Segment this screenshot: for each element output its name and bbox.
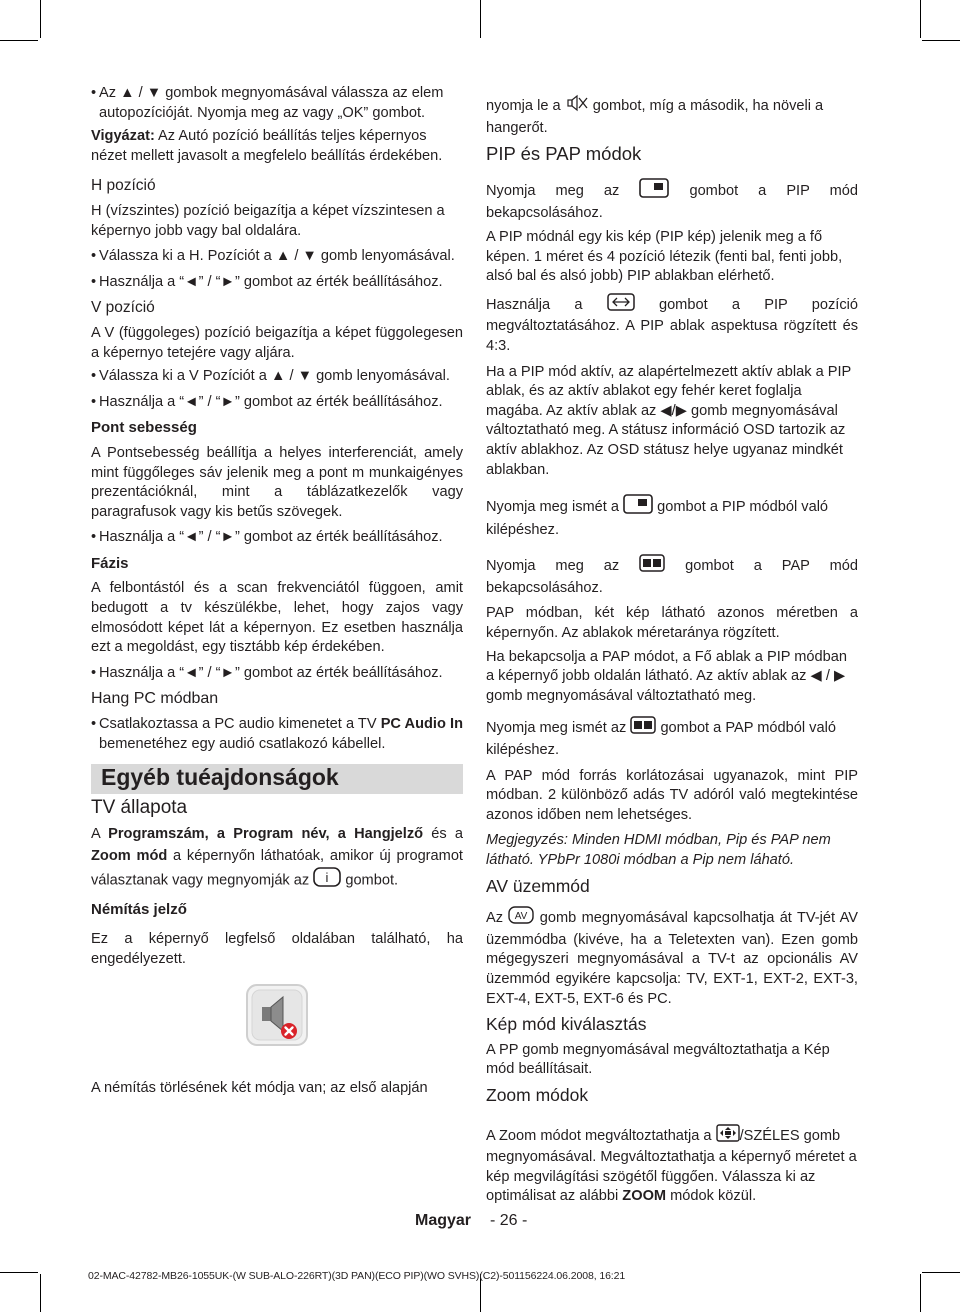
av-mode-heading: AV üzemmód	[486, 875, 590, 896]
pap-button-icon	[630, 716, 656, 741]
av-text-post: gomb megnyomásával kapcsolhatja át TV-jét AV üzemmódba (kivéve, ha a Teletexten van). Ezen gomb mégegyszeri megnyomásával a TV-t az opcionális AV üzemmód egyikére kapcsolja: TV, EXT-1, EXT-2, EXT-3, EXT-4, EXT-5, EXT-6 és PC.	[486, 910, 858, 1007]
print-metadata-date: 24.06.2008, 16:21	[542, 1270, 626, 1282]
tv-text-e: gombot.	[345, 872, 399, 889]
pip-position-post: gombot a PIP pozíció megváltoztatásához. A PIP ablak aspektusa rögzített és 4:3.	[486, 296, 858, 354]
nemitas-heading: Némítás jelző	[91, 901, 187, 919]
pap-exit-pre: Nyomja meg ismét az	[486, 720, 627, 737]
tv-text-bold2: Zoom mód	[91, 848, 168, 865]
pip-active-b: gomb megnyomásával változtatható meg. A státusz információ OSD tartozik az aktív ablakhoz. Az OSD státusz helye ugyanaz mindkét ablakban.	[486, 402, 846, 478]
pip-position-text	[486, 293, 858, 357]
tv-text-a: A	[91, 826, 109, 843]
pip-active-text: Ha a PIP mód aktív, az alapértelmezett aktív ablak a PIP ablak, és az aktív ablakot egy fehér keret foglalja magába. Az aktív ablak az ◀/▶ gomb megnyomásával változtatható meg. A státusz információ OSD tartozik az aktív ablakhoz. Az OSD státusz helye ugyanaz mindkét ablakban.	[486, 363, 852, 478]
bullet-dot: •	[91, 248, 97, 265]
crop-mark-top-center	[480, 0, 481, 38]
crop-mark-bottom-left-h	[0, 1272, 38, 1273]
print-metadata	[88, 1270, 625, 1282]
zoom-text-post: módok közül.	[670, 1188, 757, 1205]
info-icon-label: i	[325, 870, 329, 886]
pap-on-post: gombot a PAP mód bekapcsolásához.	[486, 558, 858, 596]
pip-button-icon	[623, 494, 653, 521]
zoom-button-icon	[716, 1124, 740, 1149]
info-button-icon	[313, 867, 341, 894]
fazis-bullet-adjust-text: Használja a “◄” / “►” gombot az érték beállításához.	[99, 664, 443, 681]
h-bullet-adjust	[91, 273, 463, 293]
pap-button-icon	[639, 554, 665, 579]
crop-mark-top-left-v	[40, 0, 41, 38]
pip-exit-pre: Nyomja meg ismét a	[486, 499, 620, 516]
v-bullet-select-text: Válassza ki a V Pozíciót a ▲ / ▼ gomb lenyomásával.	[99, 368, 450, 385]
h-position-text: H (vízszintes) pozíció beigazítja a képet vízszintesen a képernyo jobb vagy bal oldalára.	[91, 202, 445, 239]
pip-position-button-icon	[607, 293, 635, 318]
av-icon-label: AV	[515, 911, 528, 923]
pont-sebesseg-text: A Pontsebesség beállítja a helyes interferenciát, amely mint függőleges sáv jelenik meg a pont m munkaigényes prezentációknál, mint a táblázatkezelők vagy paragrafusok vagy kis betűs szövegek.	[91, 444, 463, 520]
pont-sebesseg-heading: Pont sebesség	[91, 419, 197, 437]
zoom-text-pre: A Zoom módot megváltoztathatja a	[486, 1127, 712, 1144]
tv-text-d: a képernyőn láthatóak, amikor új programot választanak vagy megnyomják az	[91, 848, 463, 889]
mute-text-post: gombot, míg a második, ha növeli a hangerőt.	[486, 98, 824, 136]
av-text-pre: Az	[486, 910, 504, 927]
bullet-dot: •	[91, 664, 97, 681]
pip-exit-post: gombot a PIP módból való kilépéshez.	[486, 499, 829, 538]
page-number: - 26 -	[490, 1212, 528, 1229]
pap-active-a: Ha bekapcsolja a PAP módot, a Fő ablak a PIP módban a képernyő jobb oldalán látható. Az aktív ablak az	[486, 648, 848, 685]
right-arrow-icon: ▶	[833, 668, 846, 685]
v-position-heading: V pozíció	[91, 299, 155, 317]
nemitas-last-line: A némítás törlésének két módja van; az első alapján	[91, 1080, 428, 1097]
pap-exit-post: gombot a PAP módból való kilépéshez.	[486, 720, 836, 759]
crop-mark-bottom-right-v	[920, 1274, 921, 1312]
tv-allapota-text	[91, 823, 463, 894]
hang-pc-bullet	[91, 715, 463, 754]
tv-allapota-heading: TV állapota	[91, 796, 188, 818]
pap-note-text: Megjegyzés: Minden HDMI módban, Pip és PAP nem látható. YPbPr 1080i módban a Pip nem láható.	[486, 832, 831, 868]
h-bullet-select	[91, 247, 463, 267]
hang-pc-text-bold: PC Audio In	[380, 716, 463, 733]
bullet-autoposition	[91, 84, 463, 123]
left-arrow-icon: ◀	[660, 402, 672, 419]
bullet-dot: •	[91, 368, 97, 385]
print-metadata-file: 02-MAC-42782-MB26-1055UK-(W SUB-ALO-226RT)(3D PAN)(ECO PIP)(WO SVHS)(C2)-5011562	[88, 1270, 543, 1282]
zoom-text-bold: ZOOM	[622, 1188, 667, 1205]
tv-text-c: és a	[423, 826, 463, 843]
bullet-dot: •	[91, 529, 97, 546]
mute-button-icon	[565, 94, 589, 119]
hang-pc-bullet-text	[99, 715, 463, 754]
warning-text: Az Autó pozíció beállítás teljes képernyos nézet mellett javasolt a megfelelo beállítás érdekében.	[91, 128, 443, 164]
fazis-heading: Fázis	[91, 554, 129, 572]
crop-mark-top-left-h	[0, 40, 38, 41]
v-position-text: A V (függoleges) pozíció beigazítja a képet függolegesen a képernyo tetejére vagy aljára.	[91, 324, 463, 361]
warning-label: Vigyázat:	[91, 128, 155, 145]
left-column	[91, 84, 463, 1099]
zoom-text-mid: /SZÉLES gomb megnyomásával. Megváltoztathatja a képernyő méretet a kép megvilágítási szögétől függően. Válassza ki az optimálisat az alábbi	[486, 1127, 857, 1205]
pip-on-post: gombot a PIP mód bekapcsolásához.	[486, 182, 859, 222]
h-bullet-select-text: Válassza ki a H. Pozíciót a ▲ / ▼ gomb lenyomásával.	[99, 248, 455, 265]
warning-paragraph	[91, 127, 463, 166]
av-mode-text	[486, 906, 858, 1009]
egyeb-section-heading: Egyéb tuéajdonságok	[91, 764, 463, 794]
page-footer-language: Magyar	[415, 1212, 472, 1229]
h-position-heading: H pozíció	[91, 177, 156, 195]
tv-text-bold1: Programszám, a Program név, a Hangjelző	[108, 826, 424, 843]
v-bullet-adjust-text: Használja a “◄” / “►” gombot az érték beállításához.	[99, 393, 443, 410]
v-bullet-select	[91, 367, 463, 387]
pip-pap-heading: PIP és PAP módok	[486, 143, 642, 165]
pont-bullet-adjust	[91, 528, 463, 548]
pap-active-text: Ha bekapcsolja a PAP módot, a Fő ablak a PIP módban a képernyő jobb oldalán látható. Az aktív ablak az ◀ / ▶ gomb megnyomásával változtatható meg.	[486, 648, 848, 704]
pip-desc-text: A PIP módnál egy kis kép (PIP kép) jelenik meg a fő képen. 1 méret és 4 pozíció létezik (fenti bal, fenti jobb, alsó bal és alsó jobb) PIP ablakban elérhető.	[486, 228, 843, 285]
pip-exit-text	[486, 494, 858, 540]
pap-exit-text	[486, 716, 858, 760]
pap-on-text	[486, 554, 858, 598]
pap-active-b: gomb megnyomásával változtatható meg.	[486, 687, 757, 704]
pip-on-pre: Nyomja meg az	[486, 182, 620, 199]
bullet-autoposition-text: Az ▲ / ▼ gombok megnyomásával válassza az elem autopozícióját. Nyomja meg az vagy „OK” gombot.	[99, 85, 444, 121]
right-arrow-icon: ▶	[675, 402, 687, 419]
fazis-bullet-adjust	[91, 664, 463, 684]
pip-position-pre: Használja a	[486, 296, 583, 313]
zoom-text	[486, 1124, 858, 1207]
mute-speaker-icon	[245, 983, 309, 1047]
crop-mark-bottom-right-h	[922, 1272, 960, 1273]
v-bullet-adjust	[91, 393, 463, 413]
mute-text-pre: nyomja le a	[486, 98, 561, 115]
hang-pc-heading: Hang PC módban	[91, 690, 219, 708]
pip-active-a: Ha a PIP mód aktív, az alapértelmezett aktív ablak a PIP ablak, és az aktív ablakot egy fehér keret foglalja magába. Az aktív ablak az	[486, 363, 852, 419]
bullet-dot: •	[91, 393, 97, 410]
crop-mark-top-right-v	[920, 0, 921, 38]
mute-continue-text	[486, 94, 858, 138]
pont-bullet-adjust-text: Használja a “◄” / “►” gombot az érték beállításához.	[99, 529, 443, 546]
fazis-text: A felbontástól és a scan frekvenciától függoen, amit bedugott a tv készülékbe, lehet, hogy zajos vagy elmosódott képet lát a képernyon. Ez esetben használja ezt a megoldást, egy tisztább kép érdekében.	[91, 580, 463, 656]
bullet-dot: •	[91, 85, 97, 101]
kep-mod-text: A PP gomb megnyomásával megváltoztathatja a Kép mód beállításait.	[486, 1041, 830, 1078]
pap-desc-text: PAP módban, két kép látható azonos méretben a képernyőn. Az ablakok méretaránya rögzített.	[486, 605, 858, 642]
crop-mark-bottom-left-v	[40, 1274, 41, 1312]
right-column	[486, 94, 858, 1207]
kep-mod-heading: Kép mód kiválasztás	[486, 1014, 647, 1035]
zoom-heading: Zoom módok	[486, 1084, 589, 1105]
hang-pc-text-pre: Csatlakoztassa a PC audio kimenetet a TV	[99, 716, 381, 733]
bullet-dot: •	[91, 273, 97, 290]
pap-limit-text: A PAP mód forrás korlátozásai ugyanazok, mint PIP módban. 2 különböző adás TV adóról való megtekintése azonos időben nem lehetséges.	[486, 767, 858, 823]
h-bullet-adjust-text: Használja a “◄” / “►” gombot az érték beállításához.	[99, 273, 443, 290]
pap-on-pre: Nyomja meg az	[486, 558, 620, 575]
hang-pc-text-post: bemenetéhez egy audió csatlakozó kábellel.	[99, 735, 386, 752]
left-arrow-icon: ◀	[810, 668, 822, 685]
av-button-icon	[508, 906, 534, 931]
pip-on-text	[486, 178, 858, 224]
pip-button-icon	[639, 178, 669, 205]
nemitas-text: Ez a képernyő legfelső oldalában található, ha engedélyezett.	[91, 931, 463, 967]
bullet-dot: •	[91, 716, 97, 733]
crop-mark-top-right-h	[922, 40, 960, 41]
